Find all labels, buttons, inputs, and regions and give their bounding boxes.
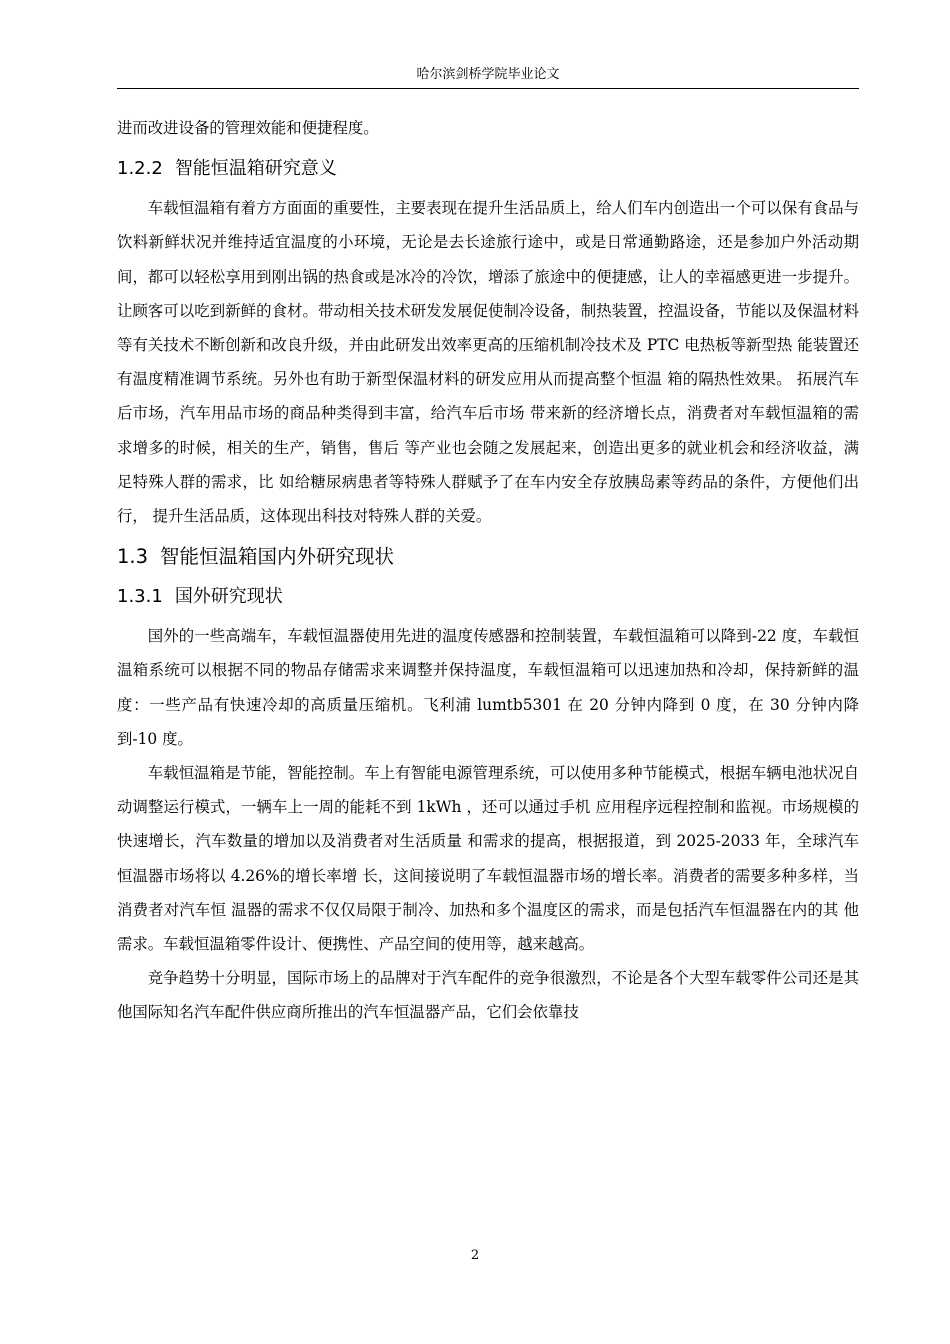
paragraph: 进而改进设备的管理效能和便捷程度。	[117, 119, 379, 137]
running-header: 哈尔滨剑桥学院毕业论文	[416, 67, 560, 82]
header-rule	[117, 88, 859, 89]
paragraph: 车载恒温箱有着方方面面的重要性，主要表现在提升生活品质上，给人们车内创造出一个可以保有食品与饮料新鲜状况并维持适宜温度的小环境，无论是去长途旅行途中，或是日常通勤路途，还是参加户外活动期间，都可以轻松享用到刚出锅的热食或是冰冷的冷饮，增添了旅途中的便捷感，让人的幸福感更进一步提升。让顾客可以吃到新鲜的食材。带动相关技术研发发展促使制冷设备，制热装置，控温设备，节能以及保温材料等有关技术不断创新和改良升级，并由此研发出效率更高的压缩机制冷技术及 PTC 电热板等新型热 能装置还有温度精准调节系统。另外也有助于新型保温材料的研发应用从而提高整个恒温 箱的隔热性效果。 拓展汽车后市场，汽车用品市场的商品种类得到丰富，给汽车后市场 带来新的经济增长点，消费者对车载恒温箱的需求增多的时候，相关的生产，销售，售后 等产业也会随之发展起来，创造出更多的就业机会和经济收益，满足特殊人群的需求，比 如给糖尿病患者等特殊人群赋予了在车内安全存放胰岛素等药品的条件，方便他们出行， 提升生活品质，这体现出科技对特殊人群的关爱。	[117, 199, 859, 526]
section-title: 国外研究现状	[174, 586, 283, 608]
section-number: 1.3.1	[117, 586, 163, 608]
section-heading-1-3	[117, 541, 859, 573]
section-heading-1-3-1	[117, 581, 859, 613]
paragraph: 国外的一些高端车，车载恒温器使用先进的温度传感器和控制装置，车载恒温箱可以降到-22 度，车载恒温箱系统可以根据不同的物品存储需求来调整并保持温度，车载恒温箱可以迅速加热和冷却，保持新鲜的温度：一些产品有快速冷却的高质量压缩机。飞利浦 lumtb5301 在 20 分钟内降到 0 度，在 30 分钟内降到-10 度。	[117, 627, 859, 748]
section-number: 1.3	[117, 545, 149, 569]
section-title: 智能恒温箱研究意义	[174, 158, 337, 180]
section-number: 1.2.2	[117, 158, 163, 180]
page-number: 2	[470, 1248, 480, 1263]
page-body	[117, 111, 859, 1030]
section-title: 智能恒温箱国内外研究现状	[160, 545, 395, 569]
section-heading-1-2-2	[117, 153, 859, 185]
paragraph: 竞争趋势十分明显，国际市场上的品牌对于汽车配件的竞争很激烈，不论是各个大型车载零件公司还是其他国际知名汽车配件供应商所推出的汽车恒温器产品，它们会依靠技	[117, 969, 859, 1022]
paragraph: 车载恒温箱是节能，智能控制。车上有智能电源管理系统，可以使用多种节能模式，根据车辆电池状况自动调整运行模式，一辆车上一周的能耗不到 1kWh ，还可以通过手机 应用程序远程控制和监视。市场规模的快速增长，汽车数量的增加以及消费者对生活质量 和需求的提高，根据报道，到 2025-2033 年，全球汽车恒温器市场将以 4.26%的增长率增 长，这间接说明了车载恒温器市场的增长率。消费者的需要多种多样，当消费者对汽车恒 温器的需求不仅仅局限于制冷、加热和多个温度区的需求，而是包括汽车恒温器在内的其 他需求。车载恒温箱零件设计、便携性、产品空间的使用等，越来越高。	[117, 764, 859, 954]
